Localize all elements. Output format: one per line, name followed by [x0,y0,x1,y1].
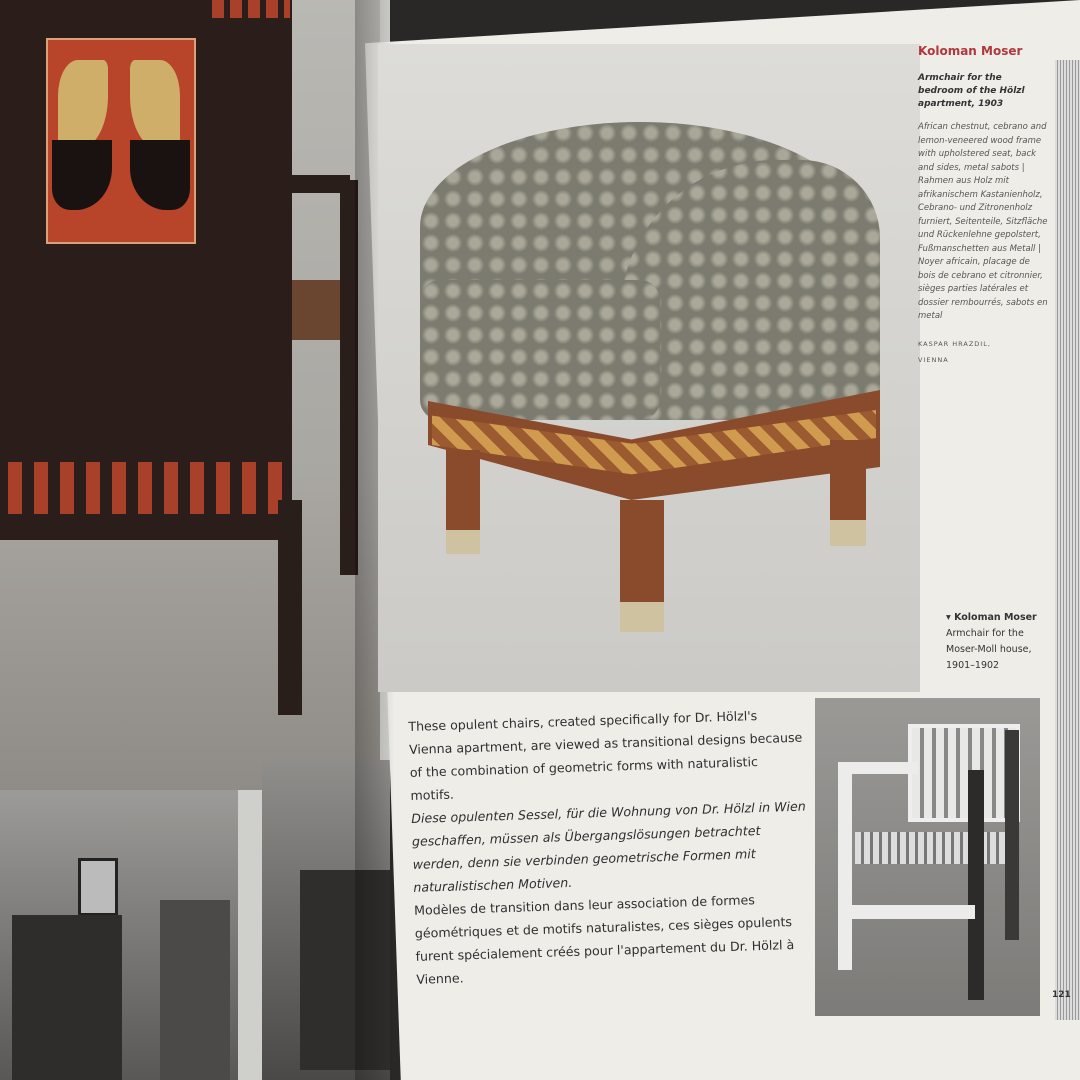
chair-leg [278,500,302,715]
body-english: These opulent chairs, created specifically for Dr. Hölzl's Vienna apartment, are viewed as transitional designs because of the combination of geometric forms with naturalistic motifs. [408,708,803,803]
caption-moser-moll [946,610,1056,674]
credit-line: KASPAR HRAZDIL, [918,339,991,348]
armchair-sabot [620,602,664,632]
materials: African chestnut, cebrano and lemon-veneered wood frame with upholstered seat, back and sides, metal sabots | Rahmen aus Holz mit afrikanischem Kastanienholz, Cebrano- und Zitronenholz furniert, Seitenteile, Sitzfläche und Rückenlehne gepolstert, Fußmanschetten aus Metall | Noyer africain, placage de bois de cebrano et citronnier, sièges parties latérales et dossier rembourrés, sabots en metal [918,122,1048,321]
armchair-sabot [830,520,866,546]
caption-line: Moser-Moll house, [946,644,1032,655]
caption-sidebar [918,44,1048,368]
cabinet [12,915,122,1080]
work-title: Armchair for the bedroom of the Hölzl apartment, 1903 [918,73,1025,109]
chair-leg [968,770,984,1000]
cabinet-inlay-band [0,462,292,514]
picture-frame [78,858,118,916]
chair-seat [292,280,342,340]
caption-line: 1901–1902 [946,660,1000,671]
door [160,900,230,1080]
designer-name: ▾ Koloman Moser [946,612,1037,623]
chair-leg [1005,730,1019,940]
chair-arm [838,762,918,774]
armchair-leg [830,440,866,525]
armchair-sabot [446,530,480,554]
armchair-seat [420,280,660,420]
page-edges [1055,60,1080,1020]
body-text [408,703,811,991]
armchair-leg [446,450,480,535]
credit-line: VIENNA [918,355,949,364]
photo-credit [918,336,1048,368]
page-number: 121 [1052,990,1071,1000]
armchair-leg [620,500,664,605]
chair-stretcher [845,905,975,919]
chair-back [908,724,1020,822]
body-german: Diese opulenten Sessel, für die Wohnung von Dr. Hölzl in Wien geschaffen, müssen als Übergangslösungen betrachtet werden, denn sie verbinden geometrische Formen mit naturalistischen Motiven. [411,798,806,895]
chair-leg [838,770,852,970]
caption-line: Armchair for the [946,628,1024,639]
body-french: Modèles de transition dans leur association de formes géométriques et de motifs naturalistes, ces sièges opulents furent spécialement créés pour l'appartement du Dr. Hölzl à Vienne. [413,892,795,987]
designer-name: Koloman Moser [918,44,1023,58]
cabinet-inlay-band [206,0,290,18]
